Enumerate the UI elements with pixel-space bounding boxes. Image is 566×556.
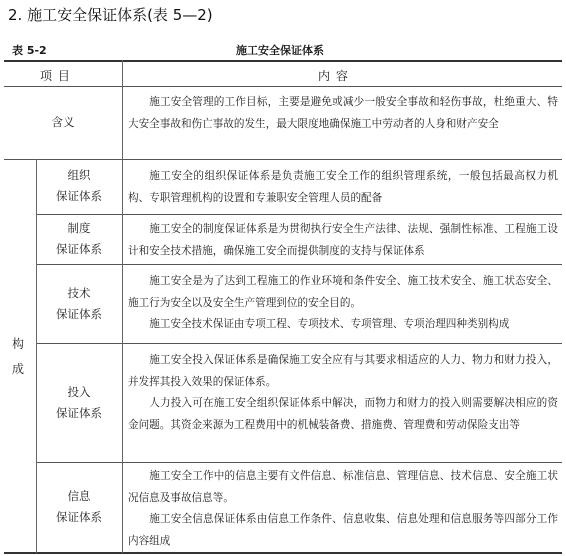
row-paragraph: 施工安全的制度保证体系是为贯彻执行安全生产法律、法规、强制性标准、工程施工设计和安全技术措施，确保施工安全而提供制度的支持与保证体系	[128, 223, 558, 257]
row-label-line1: 技术	[67, 286, 91, 300]
meaning-paragraph: 施工安全管理的工作目标，主要是避免或减少一般安全事故和轻伤事故，杜绝重大、特大安全事故和伤亡事故的发生，最大限度地确保施工中劳动者的人身和财产安全	[128, 96, 558, 130]
composition-label-char1: 构	[11, 337, 24, 351]
row-label-line2: 保证体系	[56, 406, 102, 420]
row-paragraph: 施工安全投入保证体系是确保施工安全应有与其要求相适应的人力、物力和财力投入，并发挥其投入效果的保证体系。	[128, 354, 558, 388]
row-label-institution	[36, 218, 122, 260]
row-content-organization	[128, 166, 558, 209]
row-divider	[36, 343, 562, 344]
row-paragraph: 人力投入可在施工安全组织保证体系中解决，而物力和财力的投入则需要解决相应的资金问题。其资金来源为工程费用中的机械装备费、措施费、管理费和劳动保险支出等	[128, 397, 558, 431]
row-label-line2: 保证体系	[56, 307, 102, 321]
row-label-organization	[36, 165, 122, 207]
header-bottom-border	[4, 86, 562, 87]
column-divider	[122, 60, 123, 553]
row-content-institution	[128, 219, 558, 262]
column-header-content: 内 容	[318, 69, 349, 83]
row-label-line1: 制度	[67, 221, 91, 235]
row-label-line1: 投入	[67, 385, 91, 399]
row-label-line1: 信息	[67, 489, 91, 503]
row-paragraph: 施工安全的组织保证体系是负责施工安全工作的组织管理系统，一般包括最高权力机构、专职管理机构的设置和专兼职安全管理人员的配备	[128, 170, 558, 204]
composition-label-char2: 成	[11, 362, 24, 376]
meaning-label: 含义	[51, 115, 75, 129]
column-header-item: 项 目	[40, 69, 71, 83]
row-label-line2: 保证体系	[56, 189, 102, 203]
row-label-investment	[36, 382, 122, 424]
row-label-line2: 保证体系	[56, 242, 102, 256]
row-paragraph: 施工安全工作中的信息主要有文件信息、标准信息、管理信息、技术信息、安全施工状况信息及事故信息等。	[128, 470, 558, 504]
row-label-information	[36, 486, 122, 528]
row-content-investment	[128, 350, 558, 436]
row-paragraph: 施工安全信息保证体系由信息工作条件、信息收集、信息处理和信息服务等四部分工作内容组成	[128, 513, 558, 547]
section-heading: 2. 施工安全保证体系(表 5—2)	[8, 6, 213, 24]
table-top-border	[4, 60, 562, 62]
meaning-content	[128, 92, 558, 135]
row-label-technology	[36, 283, 122, 325]
meaning-bottom-border	[4, 159, 562, 160]
row-label-line1: 组织	[67, 168, 91, 182]
row-divider	[36, 214, 562, 215]
row-content-technology	[128, 271, 558, 336]
table-number: 表 5-2	[12, 44, 47, 57]
row-paragraph: 施工安全是为了达到工程施工的作业环境和条件安全、施工技术安全、施工状态安全、施工行为安全以及安全生产管理到位的安全目的。	[128, 275, 558, 309]
table-bottom-border	[4, 552, 562, 554]
row-label-line2: 保证体系	[56, 510, 102, 524]
row-divider	[36, 462, 562, 463]
row-divider	[36, 264, 562, 265]
row-content-information	[128, 466, 558, 552]
table-title: 施工安全保证体系	[236, 44, 324, 57]
row-paragraph: 施工安全技术保证由专项工程、专项技术、专项管理、专项治理四种类别构成	[149, 318, 510, 330]
